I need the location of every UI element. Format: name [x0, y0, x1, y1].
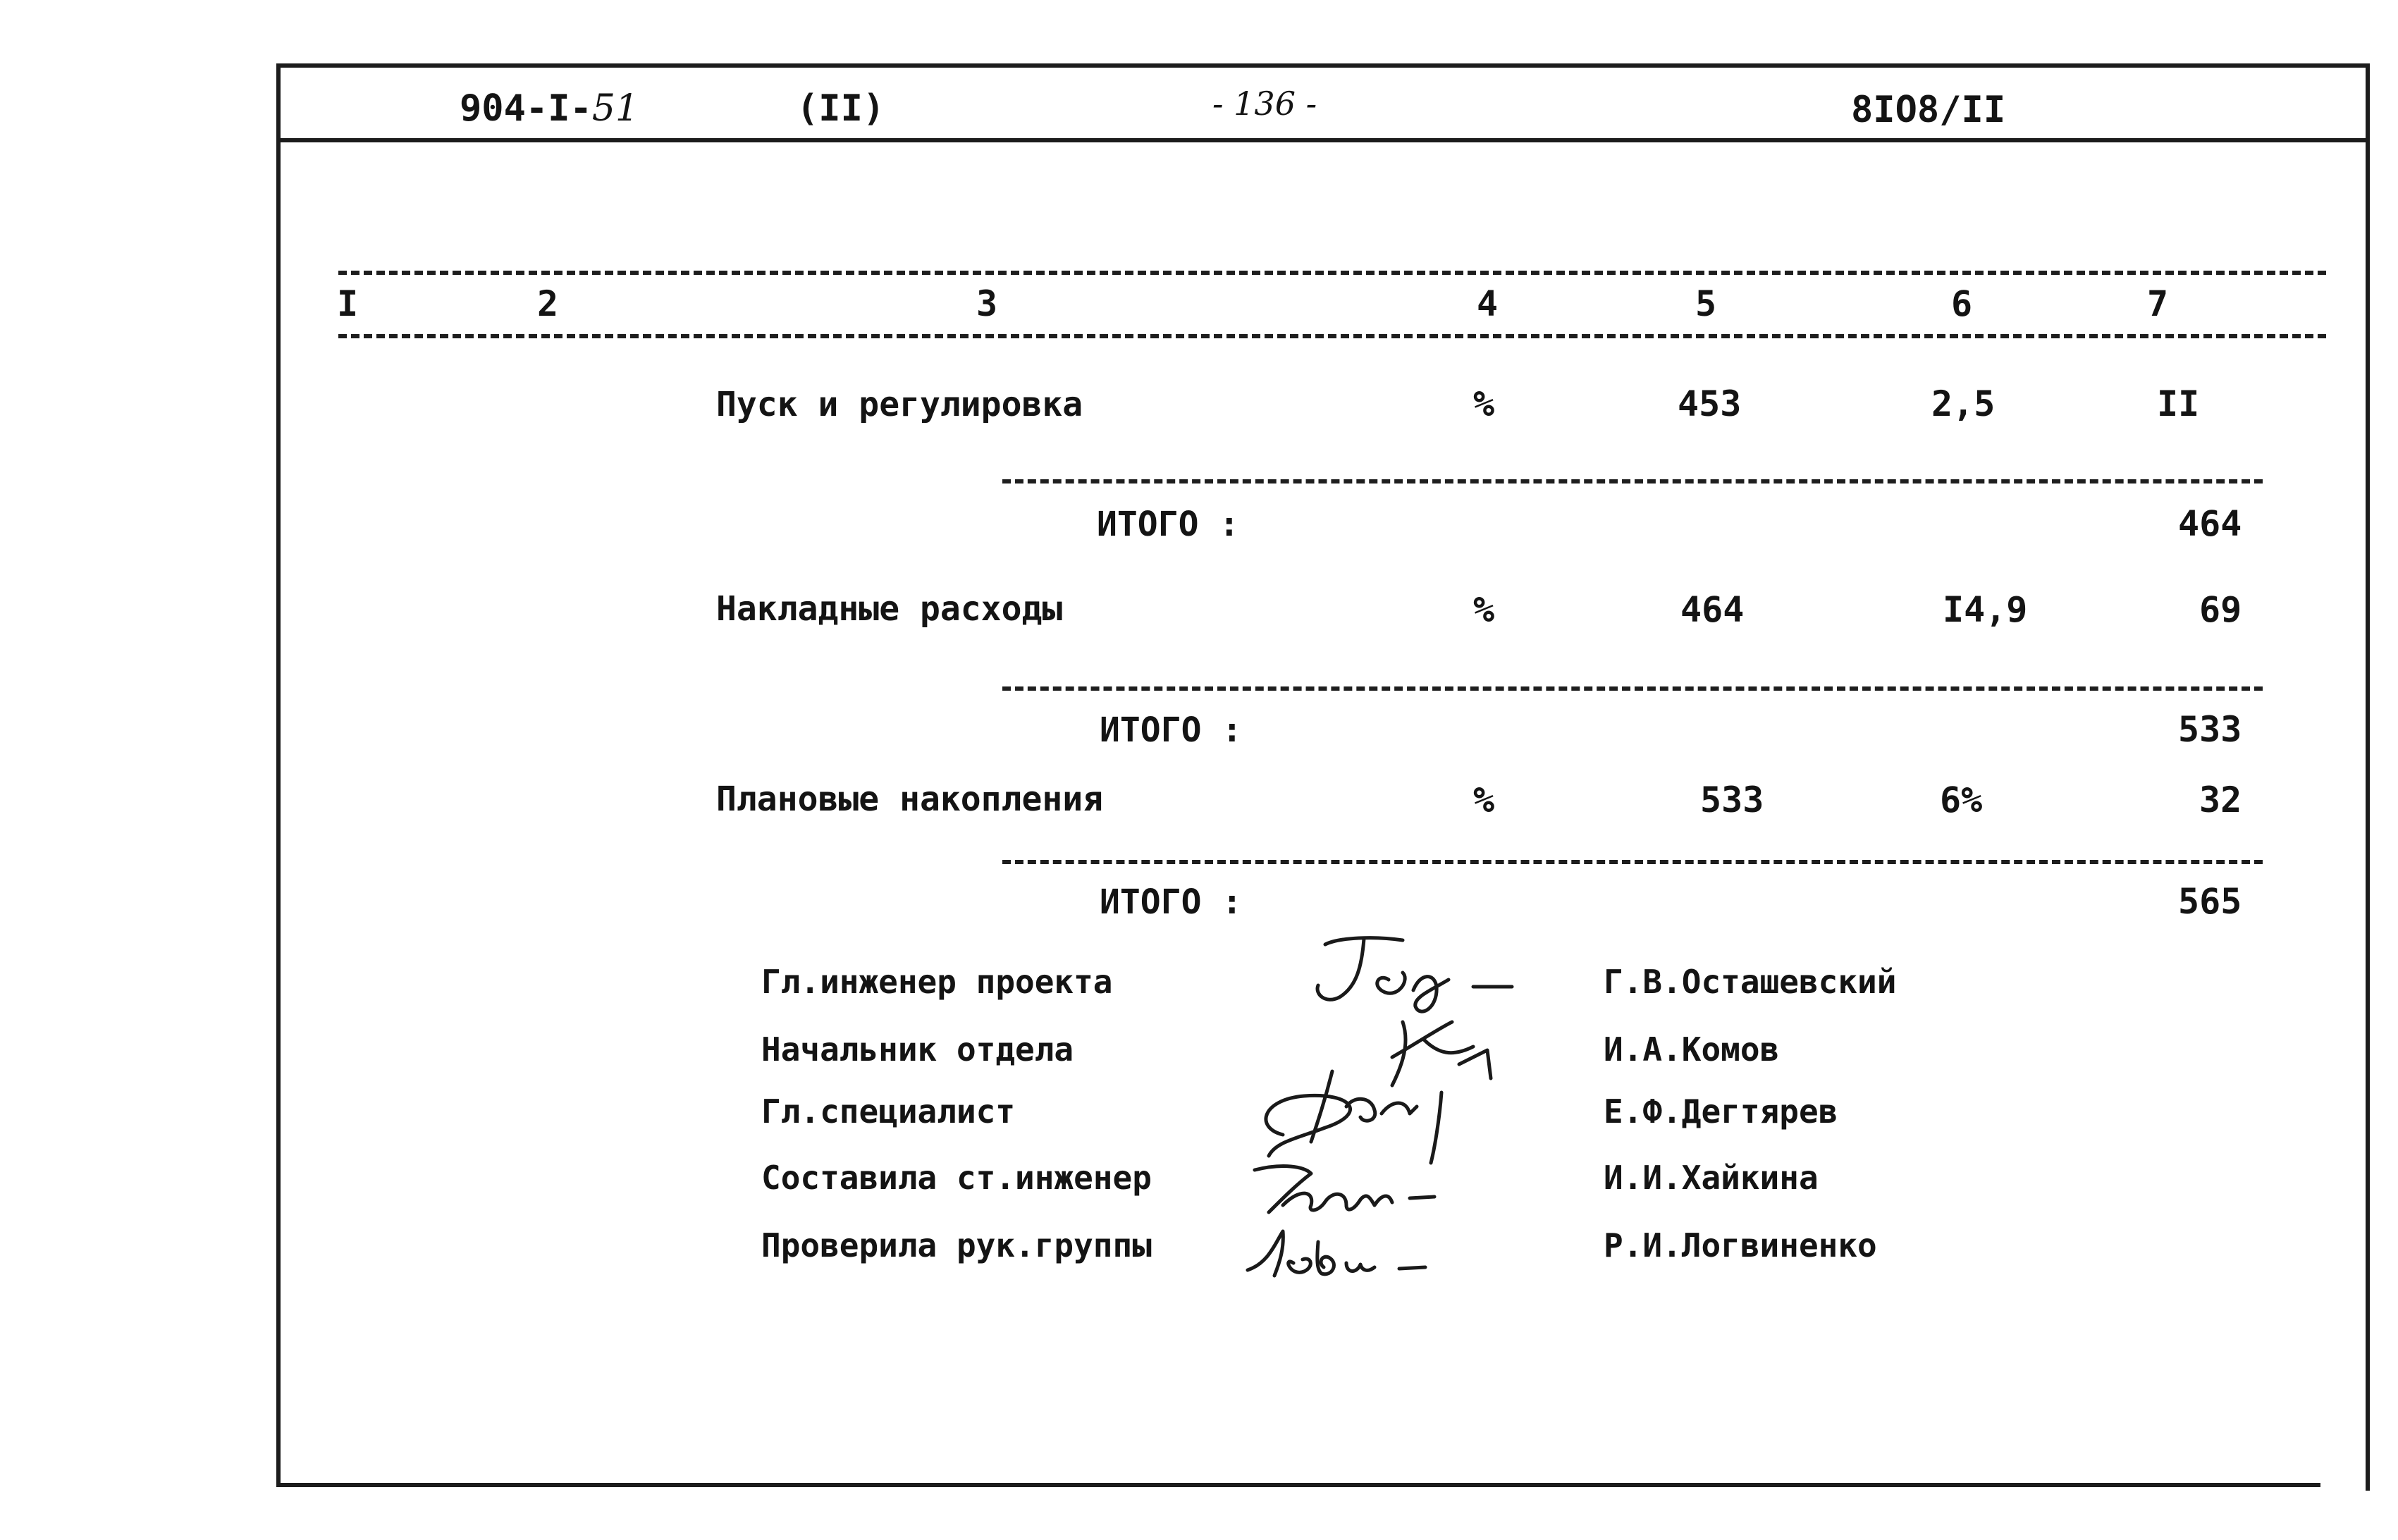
- row-base: 464: [1680, 589, 1745, 630]
- document-code: 8IO8/II: [1851, 89, 2006, 131]
- row-unit: %: [1473, 383, 1495, 424]
- row-base: 453: [1678, 383, 1742, 424]
- signature-name: Г.В.Осташевский: [1604, 963, 1897, 1001]
- row-base: 533: [1700, 780, 1764, 820]
- subtotal-rule: [1002, 686, 2263, 691]
- header-separator: [276, 138, 2370, 142]
- row-rate: 2,5: [1931, 383, 1996, 424]
- row-name: Пуск и регулировка: [716, 385, 1083, 424]
- row-amount: 32: [2199, 780, 2242, 820]
- handwritten-signature-5: [1241, 1221, 1452, 1284]
- signature-name: Р.И.Логвиненко: [1604, 1226, 1877, 1264]
- subtotal-value: 464: [2178, 503, 2242, 544]
- subtotal-value: 533: [2178, 709, 2242, 750]
- column-number-3: 3: [976, 283, 998, 324]
- frame-bottom-border: [276, 1483, 2320, 1487]
- row-unit: %: [1473, 780, 1495, 820]
- subtotal-rule: [1002, 860, 2263, 864]
- column-header-top-rule: [338, 271, 2326, 275]
- series-handwritten: 51: [591, 87, 639, 130]
- series-number: [460, 87, 639, 130]
- column-number-2: 2: [537, 283, 559, 324]
- series-prefix: 904-I-: [460, 87, 592, 130]
- subtotal-label: ИТОГО :: [1097, 505, 1240, 544]
- row-amount: 69: [2199, 589, 2242, 630]
- subtotal-label: ИТОГО :: [1100, 710, 1243, 750]
- frame-top-border: [276, 63, 2370, 68]
- row-name: Плановые накопления: [716, 780, 1104, 819]
- page-number: - 136 -: [1212, 85, 1317, 123]
- signature-name: Е.Ф.Дегтярев: [1604, 1092, 1838, 1131]
- row-name: Накладные расходы: [716, 589, 1063, 629]
- handwritten-signature-1: [1297, 930, 1537, 1022]
- row-rate: 6%: [1940, 780, 1983, 820]
- signature-position: Начальник отдела: [761, 1030, 1074, 1068]
- subtotal-value: 565: [2178, 881, 2242, 922]
- row-rate: I4,9: [1943, 589, 2028, 630]
- column-number-6: 6: [1951, 283, 1973, 324]
- column-number-1: I: [337, 283, 359, 324]
- subtotal-label: ИТОГО :: [1100, 882, 1243, 922]
- signature-position: Гл.специалист: [761, 1092, 1016, 1131]
- signature-name: И.И.Хайкина: [1604, 1159, 1819, 1197]
- handwritten-signature-4: [1241, 1156, 1452, 1219]
- frame-right-border: [2366, 63, 2370, 1491]
- signature-position: Составила ст.инженер: [761, 1159, 1152, 1197]
- row-unit: %: [1473, 589, 1495, 630]
- row-amount: II: [2157, 383, 2200, 424]
- signature-position: Гл.инженер проекта: [761, 963, 1113, 1001]
- column-number-4: 4: [1477, 283, 1499, 324]
- frame-left-border: [276, 63, 281, 1487]
- subtotal-rule: [1002, 479, 2263, 483]
- signature-name: И.А.Комов: [1604, 1030, 1780, 1068]
- column-header-bottom-rule: [338, 334, 2326, 338]
- column-number-5: 5: [1695, 283, 1717, 324]
- signature-position: Проверила рук.группы: [761, 1226, 1152, 1264]
- part-label: (II): [797, 87, 885, 130]
- column-number-7: 7: [2147, 283, 2169, 324]
